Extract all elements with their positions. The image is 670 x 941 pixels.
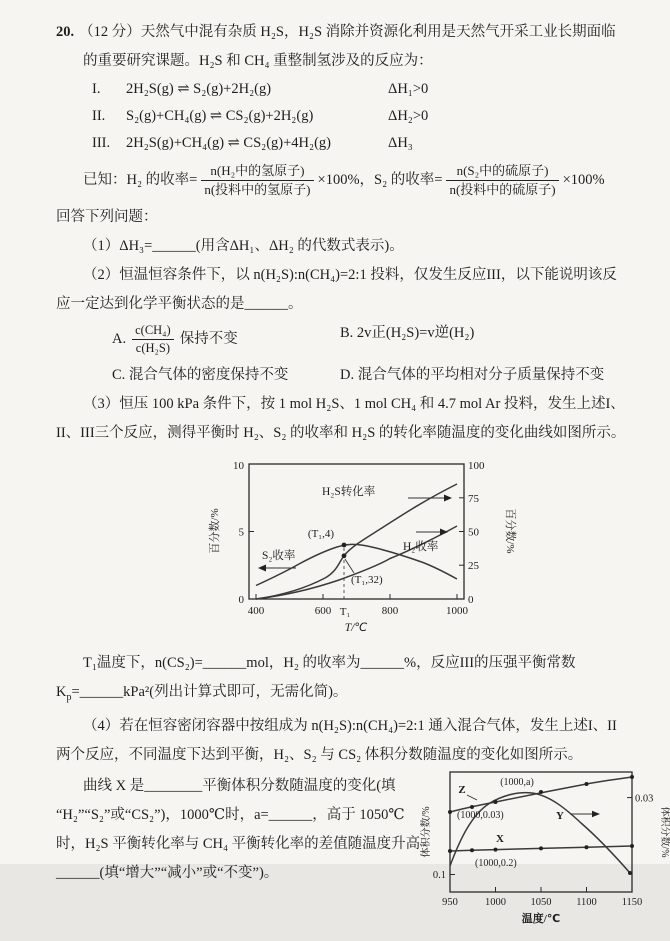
annotation-t1-32: (T₁,32): [351, 573, 383, 586]
left-axis-title: 体积分数/%: [421, 806, 432, 858]
volume-fraction-chart: [420, 764, 670, 941]
chart-2-svg: [420, 764, 670, 936]
reaction-3-label: III.: [92, 135, 111, 151]
right-arrow-icon: [592, 810, 600, 816]
annotation-t1-4: (T₁,4): [307, 527, 335, 540]
annotation-1000-02: (1000,0.2): [475, 857, 517, 869]
option-d: D. 混合气体的平均相对分子质量保持不变: [340, 366, 605, 383]
xtick-400: 400: [247, 604, 265, 617]
fraction-numerator: n(S₂中的硫原子): [446, 163, 558, 181]
given-prefix: 已知：H₂ 的收率=: [83, 172, 198, 189]
ytick-right-50: 50: [468, 526, 479, 539]
curve-y-label: Y: [556, 809, 564, 822]
answer-prompt: 回答下列问题：: [56, 208, 158, 225]
xtick-950: 950: [442, 896, 458, 908]
kp-subscript: p: [66, 691, 72, 703]
given-suffix: ×100%: [562, 172, 605, 189]
reaction-1-equation: 2H₂S(g) ⇌ S₂(g)+2H₂(g): [126, 81, 272, 97]
fraction-denominator: n(投料中的硫原子): [449, 182, 556, 198]
point-t1-32: [342, 553, 347, 558]
yield-vs-temperature-chart: [204, 454, 670, 647]
question-4-text-column: [56, 772, 426, 941]
question-3-kp-line: [56, 678, 670, 712]
curve-x-label: X: [496, 832, 504, 845]
right-axis-title: 百分数/%: [504, 508, 516, 554]
h2-yield-label: H₂收率: [403, 540, 439, 553]
question-3-line-2: II、III三个反应，测得平衡时 H₂、S₂ 的收率和 H₂S 的转化率随温度的变化曲线如图所示。: [56, 424, 626, 441]
s2-yield-label: S₂收率: [262, 549, 296, 562]
question-4-line-4: “H₂”“S₂”或“CS₂”)，1000℃时，a=______，高于 1050℃: [56, 806, 405, 823]
xtick-600: 600: [314, 604, 332, 617]
option-a: [112, 323, 340, 357]
given-definitions: [83, 163, 670, 199]
reaction-2: [92, 103, 670, 130]
question-4-line-3: 曲线 X 是________平衡体积分数随温度的变化(填: [83, 777, 396, 794]
x-axis-title: T/℃: [344, 621, 368, 634]
options-row-2: [112, 361, 670, 390]
question-3-line-1: （3）恒压 100 kPa 条件下，按 1 mol H₂S、1 mol CH₄ 和 4.7 mol Ar 投料，发生上述I、: [83, 395, 625, 412]
option-a-text: 保持不变: [179, 330, 238, 347]
ytick-right-100: 100: [468, 459, 485, 472]
intro-line-2: 的重要研究课题。H₂S 和 CH₄ 重整制氢涉及的反应为：: [83, 53, 433, 69]
right-axis-title: 体积分数/%: [659, 806, 670, 858]
s2-yield-fraction: [446, 163, 558, 199]
intro-line-1: [56, 18, 670, 47]
xtick-t1: T₁: [339, 605, 351, 618]
ytick-left-10: 10: [233, 459, 244, 472]
reaction-2-enthalpy: ΔH₂>0: [388, 108, 429, 124]
question-4-line-1: （4）若在恒容密闭容器中按组成为 n(H₂S):n(CH₄)=2:1 通入混合气体，发生上述I、II: [83, 717, 617, 734]
question-4-line-2: 两个反应，不同温度下达到平衡，H₂、S₂ 与 CS₂ 体积分数随温度的变化如图所示。: [56, 746, 583, 763]
xtick-1050: 1050: [530, 896, 552, 908]
annotation-1000-003: (1000,0.03): [457, 809, 504, 821]
kp-rest: =______kPa²(列出计算式即可，无需化简)。: [71, 683, 348, 700]
xtick-1100: 1100: [576, 896, 597, 908]
question-number: 20.: [56, 24, 75, 40]
right-arrow-icon: [444, 494, 452, 501]
annotation-1000-a: (1000,a): [500, 776, 534, 788]
left-arrow-icon: [258, 564, 266, 571]
option-a-fraction: [132, 323, 174, 357]
fraction-numerator: n(H₂中的氢原子): [201, 163, 313, 181]
point-t1-4: [342, 542, 347, 547]
question-2-line-1: （2）恒温恒容条件下，以 n(H₂S):n(CH₄)=2:1 投料，仅发生反应III，以下能说明该反: [83, 266, 617, 283]
question-4-bottom-section: [56, 772, 670, 941]
question-4-line-6: ______(填“增大”“减小”或“不变”)。: [56, 864, 279, 881]
reaction-3: [92, 130, 670, 157]
h2-yield-fraction: [201, 163, 313, 199]
reaction-1-enthalpy: ΔH₁>0: [388, 81, 429, 97]
fraction-denominator: c(H₂S): [135, 341, 171, 356]
xtick-1000: 1000: [485, 896, 506, 908]
xtick-1000: 1000: [446, 604, 468, 617]
intro-text-1: （12 分）天然气中混有杂质 H₂S，H₂S 消除并资源化利用是天然气开采工业长期面临: [79, 24, 616, 40]
ytick-left-01: 0.1: [432, 869, 446, 881]
right-arrow-icon: [440, 528, 448, 535]
reaction-3-enthalpy: ΔH₃: [388, 135, 413, 151]
reaction-1: [92, 76, 670, 103]
kp-symbol: K: [56, 683, 67, 700]
reaction-1-label: I.: [92, 81, 101, 97]
xtick-1150: 1150: [621, 896, 643, 908]
reaction-2-equation: S₂(g)+CH₄(g) ⇌ CS₂(g)+2H₂(g): [126, 108, 314, 124]
reaction-3-equation: 2H₂S(g)+CH₄(g) ⇌ CS₂(g)+4H₂(g): [126, 135, 331, 151]
left-axis-title: 百分数/%: [209, 508, 221, 554]
fraction-denominator: n(投料中的氢原子): [204, 182, 311, 198]
fraction-numerator: c(CH₄): [132, 323, 174, 341]
curve-z-label: Z: [458, 783, 466, 796]
h2s-conversion-label: H₂S转化率: [322, 485, 376, 498]
ytick-right-0: 0: [468, 593, 474, 606]
option-a-label: A.: [112, 330, 127, 347]
ytick-left-5: 5: [238, 526, 244, 539]
question-2-line-2: 应一定达到化学平衡状态的是______。: [56, 295, 303, 312]
chart-1-svg: [204, 454, 534, 642]
ytick-right-75: 75: [468, 492, 479, 505]
question-4-line-5: 时，H₂S 平衡转化率与 CH₄ 平衡转化率的差值随温度升高: [56, 835, 421, 852]
given-mid: ×100%，S₂ 的收率=: [317, 172, 443, 189]
reaction-2-label: II.: [92, 108, 106, 124]
option-c: C. 混合气体的密度保持不变: [112, 366, 289, 383]
ytick-right-25: 25: [468, 559, 479, 572]
h2-yield-curve: [256, 526, 457, 599]
ytick-right-003: 0.03: [635, 793, 654, 805]
x-axis-title: 温度/℃: [521, 912, 561, 925]
options-row-1: [112, 319, 670, 361]
question-3-after-line-1: T₁温度下，n(CS₂)=______mol，H₂ 的收率为______%，反应III的压强平衡常数: [83, 654, 576, 671]
option-b: B. 2v正(H₂S)=v逆(H₂): [340, 324, 475, 341]
xtick-800: 800: [381, 604, 399, 617]
question-1: （1）ΔH₃=______(用含ΔH₁、ΔH₂ 的代数式表示)。: [83, 237, 404, 254]
ytick-left-0: 0: [238, 593, 244, 606]
